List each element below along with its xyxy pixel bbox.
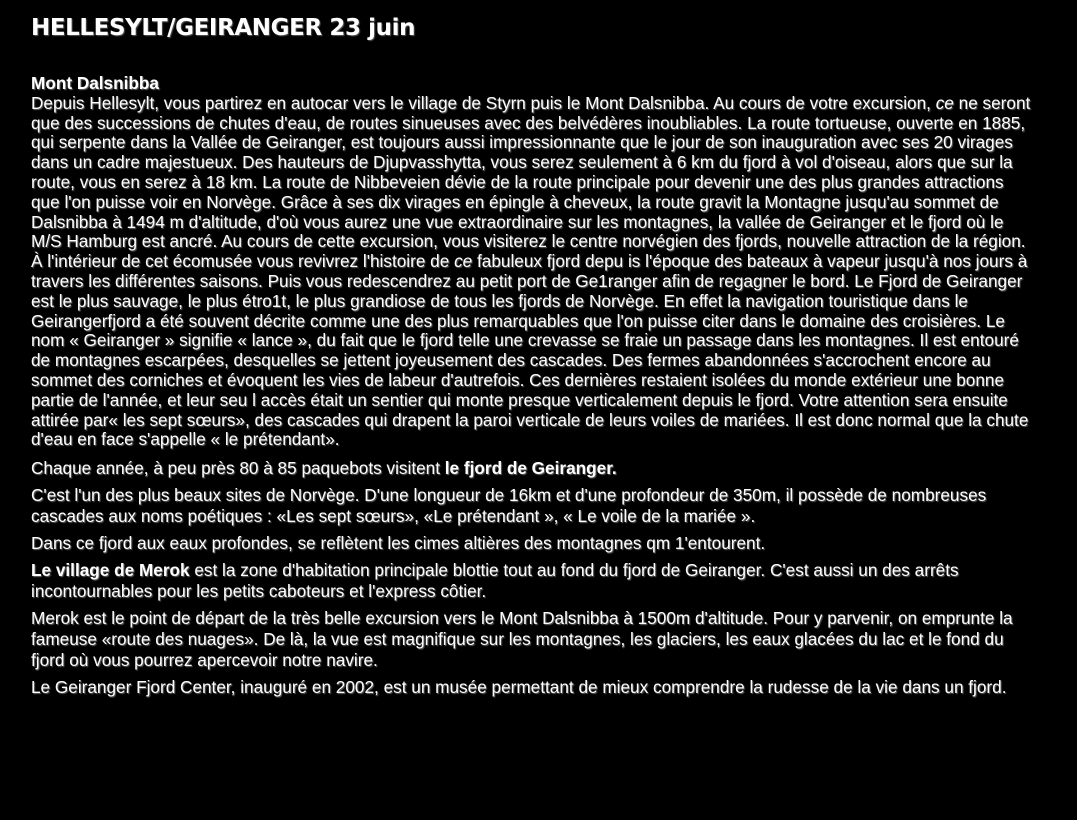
paragraph-beaux-sites: C'est l'un des plus beaux sites de Norvège. D'une longueur de 16km et d'une profondeur de 350m, il possède de nombreuses cascades aux noms poétiques : «Les sept sœurs», «Le prétendant », « Le voile de la mariée ». (31, 485, 987, 527)
paragraph-dalsnibba-excursion (31, 94, 1031, 252)
paragraph-fjord-center: Le Geiranger Fjord Center, inauguré en 2002, est un musée permettant de mieux comprendre la rudesse de la vie dans un fjord. (31, 677, 1007, 698)
paragraph-text: est la zone d'habitation principale blottie tout au fond du fjord de Geiranger. C'est aussi un des arrêts incontournables pour les petits caboteurs et l'express côtier. (31, 560, 959, 602)
paragraph-text: Depuis Hellesylt, vous partirez en autocar vers le village de Styrn puis le Mont Dalsnibba. Au cours de votre excursion, (31, 92, 936, 113)
section-title: Mont Dalsnibba (31, 73, 159, 93)
paragraph-paquebots (31, 458, 1031, 479)
page-title: HELLESYLT/GEIRANGER 23 juin (31, 15, 416, 41)
dense-text-block (31, 94, 1031, 450)
paragraph-ecomusee (31, 252, 1031, 450)
paragraph-text: À l'intérieur de cet écomusée vous revivrez l'histoire de (31, 251, 455, 272)
bold-text: le fjord de Geiranger. (444, 458, 617, 479)
italic-text: ce (935, 92, 954, 113)
document-page (31, 14, 1031, 698)
paragraph-eaux-profondes: Dans ce fjord aux eaux profondes, se reflètent les cimes altières des montagnes qm 1'entourent. (31, 533, 766, 554)
paragraph-merok-village (31, 560, 1031, 602)
paragraph-text: Chaque année, à peu près 80 à 85 paquebots visitent (31, 458, 445, 479)
paragraph-text: fabuleux fjord depu is l'époque des bateaux à vapeur jusqu'à nos jours à travers les différentes saisons. Puis vous redescendrez au petit port de Ge1ranger afin de regagner le bord. Le Fjord de Geiranger est le plus sauvage, le plus étro1t, le plus grandiose de tous les fjords de Norvège. En effet la navigation touristique dans le Geirangerfjord a été souvent décrite comme une des plus remarquables que l'on puisse citer dans le domaine des croisières. Le nom « Geiranger » signifie « lance », du fait que le fjord telle une crevasse se fraie un passage dans les montagnes. Il est entouré de montagnes escarpées, desquelles se jettent joyeusement des cascades. Des fermes abandonnées s'accrochent encore au sommet des corniches et évoquent les vies de labeur d'autrefois. Ces dernières restaient isolées du monde extérieur une bonne partie de l'année, et leur seu l accès était un sentier qui monte presque verticalement depuis le fjord. Votre attention sera ensuite attirée par« les sept sœurs», des cascades qui drapent la paroi verticale de leurs voiles de mariées. Il est donc normal que la chute d'eau en face s'appelle « le prétendant». (31, 251, 1029, 450)
bold-text: Le village de Merok (31, 560, 190, 581)
loose-text-block (31, 458, 1031, 698)
italic-text: ce (454, 251, 473, 272)
paragraph-merok-excursion: Merok est le point de départ de la très belle excursion vers le Mont Dalsnibba à 1500m d'altitude. Pour y parvenir, on emprunte la fameuse «route des nuages». De là, la vue est magnifique sur les montagnes, les glaciers, les eaux glacées du lac et le fond du fjord où vous pourrez apercevoir notre navire. (31, 608, 1013, 671)
paragraph-text: ne seront que des successions de chutes d'eau, de routes sinueuses avec des belvédères inoubliables. La route tortueuse, ouverte en 1885, qui serpente dans la Vallée de Geiranger, est toujours aussi impressionnante que le jour de son inauguration avec ses 20 virages dans un cadre majestueux. Des hauteurs de Djupvasshytta, vous serez seulement à 6 km du fjord à vol d'oiseau, alors que sur la route, vous en serez à 18 km. La route de Nibbeveien dévie de la route principale pour devenir une des plus grandes attractions que l'on puisse voir en Norvège. Grâce à ses dix virages en épingle à cheveux, la route gravit la Montagne jusqu'au sommet de Dalsnibba à 1494 m d'altitude, d'où vous aurez une vue extraordinaire sur les montagnes, la vallée de Geiranger et le fjord où le M/S Hamburg est ancré. Au cours de cette excursion, vous visiterez le centre norvégien des fjords, nouvelle attraction de la région. (31, 92, 1031, 252)
